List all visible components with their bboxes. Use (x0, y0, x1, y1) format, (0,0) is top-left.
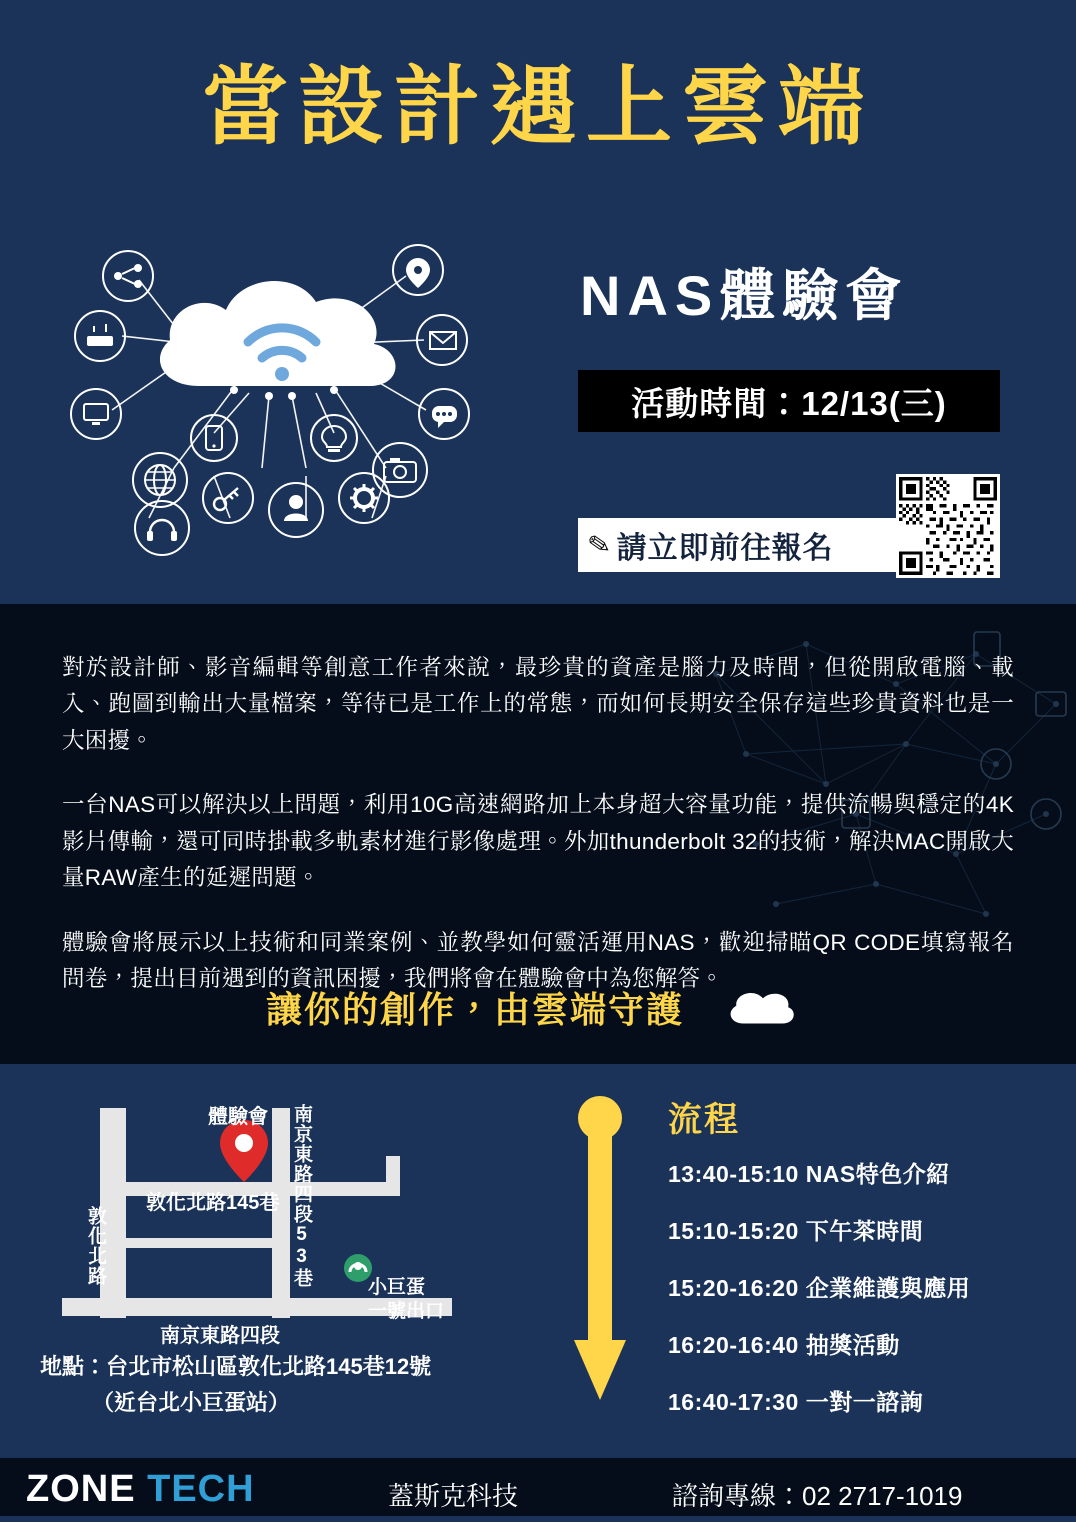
map-label-event: 體驗會 (208, 1106, 268, 1128)
map-label-nanjing-road: 南京東路四段 (160, 1325, 280, 1347)
qr-code-image[interactable] (896, 474, 1000, 578)
map-label-arena-exit (368, 1276, 444, 1324)
arena-name: 小巨蛋 (368, 1277, 426, 1298)
schedule-item: 15:10-15:20 下午茶時間 (668, 1218, 924, 1244)
map-label-nanjing-alley53: 南京東路四段53巷 (291, 1104, 312, 1288)
map-label-dunhua-road: 敦化北路 (85, 1206, 106, 1286)
schedule-item: 15:20-16:20 企業維護與應用 (668, 1275, 971, 1301)
logo-tech-text: TECH (147, 1468, 255, 1510)
contact-phone: 諮詢專線：02 2717-1019 (672, 1481, 963, 1511)
bottom-section (0, 1064, 1076, 1458)
schedule-item: 13:40-15:10 NAS特色介紹 (668, 1161, 950, 1187)
description-paragraph-3: 體驗會將展示以上技術和同業案例、並教學如何靈活運用NAS，歡迎掃瞄QR CODE填寫報名問卷，提出目前遇到的資訊困擾，我們將會在體驗會中為您解答。 (62, 929, 1014, 992)
description-section (0, 604, 1076, 1064)
location-map (40, 1086, 600, 1415)
tagline (0, 982, 1076, 1037)
event-time-banner (578, 370, 1000, 432)
company-name: 蓋斯克科技 (388, 1481, 519, 1511)
description-paragraph-2: 一台NAS可以解決以上問題，利用10G高速網路加上本身超大容量功能，提供流暢與穩定的4K影片傳輸，還可同時掛載多軌素材進行影像處理。外加thunderbolt 32的技術，解決MAC開啟大量RAW產生的延遲問題。 (62, 792, 1014, 891)
address-line-2: （近台北小巨蛋站） (92, 1390, 291, 1415)
logo-zone-text: ZONE (26, 1468, 136, 1510)
hero-section (0, 0, 1076, 604)
down-arrow-icon (572, 1094, 628, 1404)
description-paragraph-1: 對於設計師、影音編輯等創意工作者來說，最珍貴的資產是腦力及時間，但從開啟電腦、載入、跑圖到輸出大量檔案，等待已是工作上的常態，而如何長期安全保存這些珍貴資料也是一大困擾。 (62, 655, 1014, 753)
schedule-item: 16:20-16:40 抽獎活動 (668, 1332, 900, 1358)
schedule-item: 16:40-17:30 一對一諮詢 (668, 1389, 924, 1415)
signup-button[interactable] (578, 518, 898, 572)
signup-label: 請立即前往報名 (616, 532, 834, 565)
tagline-text: 讓你的創作，由雲端守護 (265, 989, 684, 1030)
map-roads (40, 1086, 540, 1336)
event-time-text: 活動時間：12/13(三) (631, 384, 947, 422)
company-logo (26, 1468, 255, 1511)
footer-bar (0, 1458, 1076, 1522)
event-subtitle: NAS體驗會 (580, 264, 909, 327)
pencil-icon: ✎ (585, 527, 613, 562)
schedule-list (668, 1156, 1068, 1441)
cloud-icon (710, 988, 810, 1037)
map-label-alley: 敦化北路145巷 (146, 1192, 280, 1214)
schedule-title: 流程 (668, 1101, 740, 1139)
page-title: 當設計遇上雲端 (202, 59, 874, 155)
arena-exit: 一號出口 (368, 1300, 445, 1322)
cloud-network-graphic (34, 218, 574, 578)
footer-divider (0, 1516, 1076, 1522)
address-line-1: 地點：台北市松山區敦化北路145巷12號 (40, 1354, 432, 1379)
